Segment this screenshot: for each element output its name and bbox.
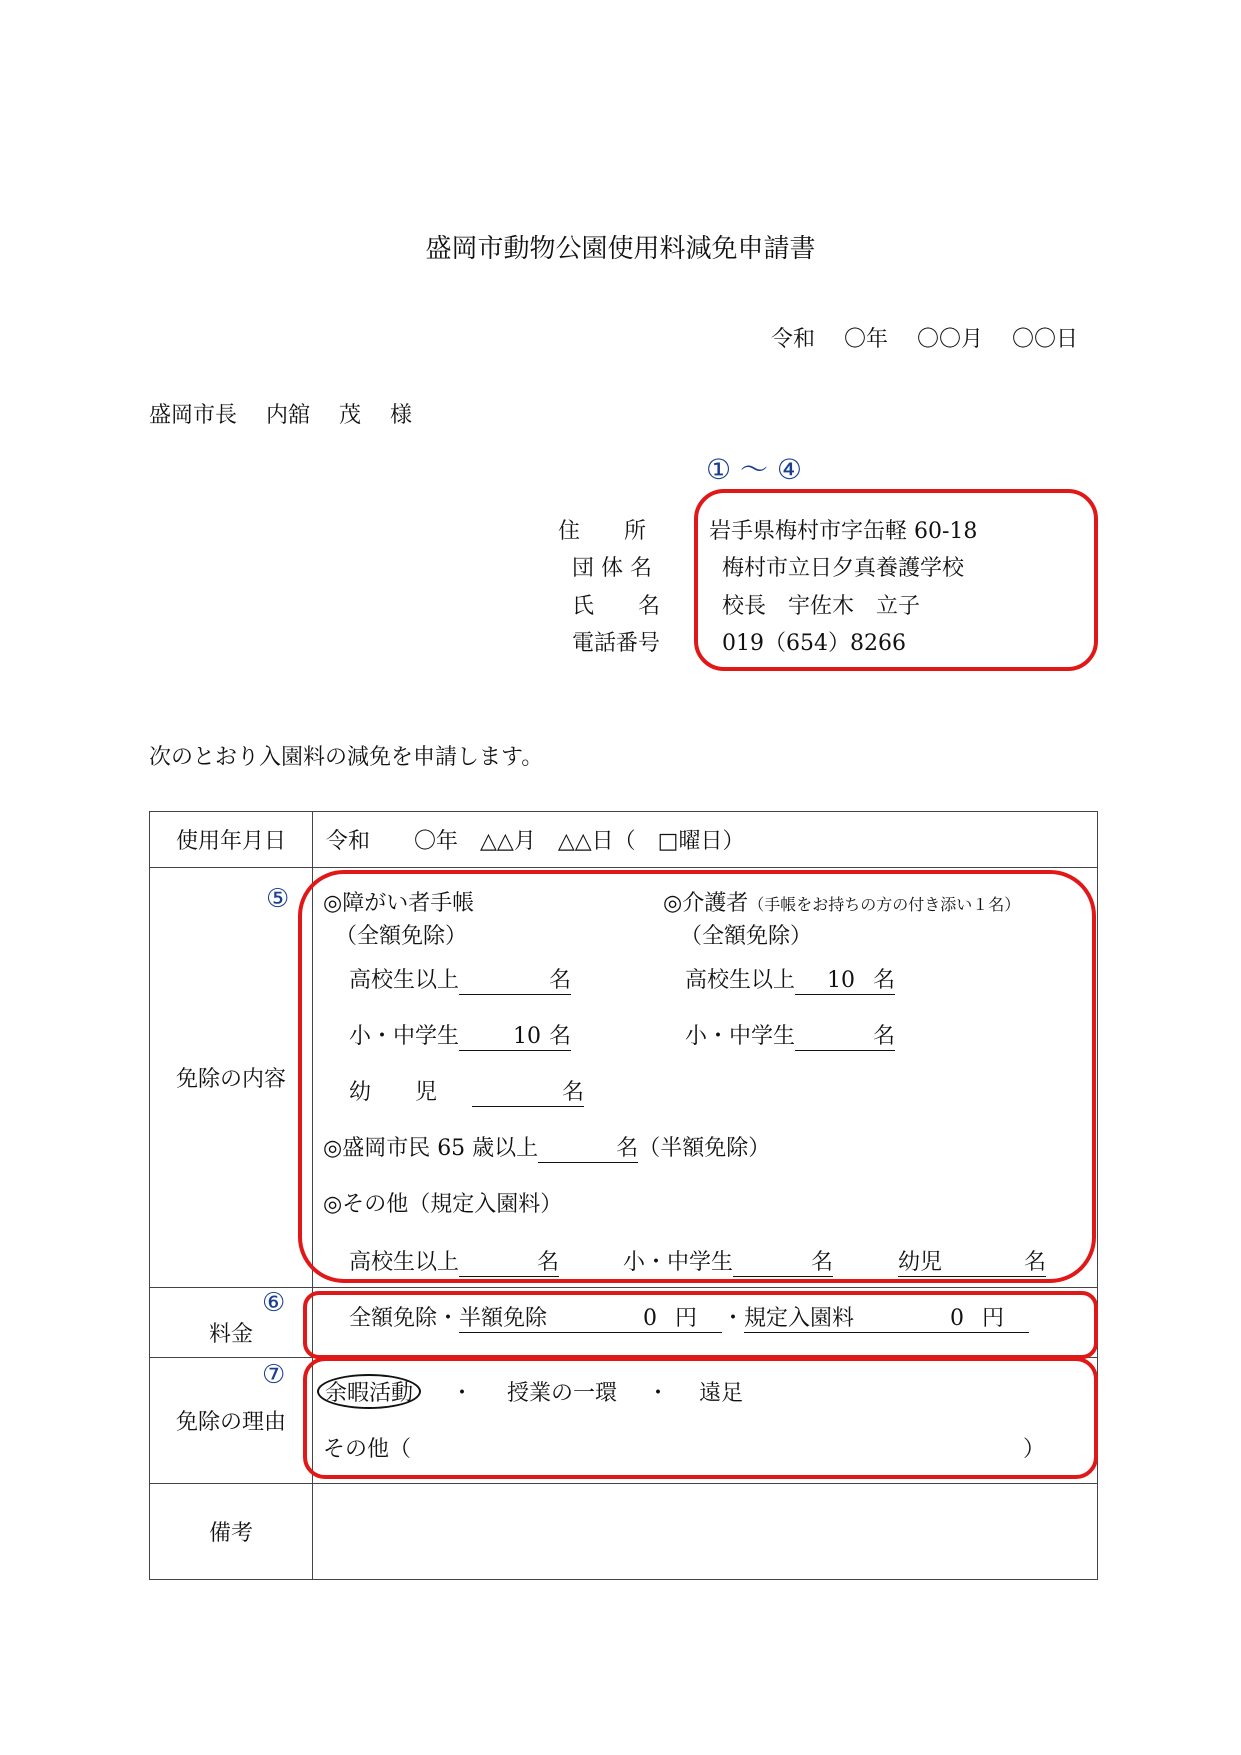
- fee-line: [349, 1301, 1029, 1333]
- fee-half-yen: 円: [675, 1306, 698, 1331]
- disability-infant-row: [349, 1075, 584, 1107]
- marker-6: ⑥: [262, 1288, 286, 1318]
- disability-high-row: [349, 963, 571, 995]
- fee-regular-field[interactable]: [744, 1301, 1029, 1333]
- marker-7: ⑦: [262, 1360, 286, 1390]
- addressee-surname: 内舘: [266, 403, 311, 428]
- use-date-label: 使用年月日: [150, 812, 313, 868]
- reason-options-line: [317, 1374, 743, 1409]
- other-junior-field[interactable]: [733, 1245, 833, 1277]
- name-label: 氏 名: [572, 594, 661, 619]
- page-title: 盛岡市動物公園使用料減免申請書: [425, 234, 816, 264]
- group-label: 団 体 名: [572, 556, 652, 581]
- addressee-given: 茂: [339, 403, 362, 428]
- disability-high-unit: 名: [549, 968, 572, 993]
- exemption-label-cell: [150, 868, 313, 1288]
- exemption-label: 免除の内容: [175, 1067, 286, 1092]
- carer-high-label: 高校生以上: [685, 968, 796, 993]
- other-junior-unit: 名: [811, 1250, 834, 1275]
- fee-label: 料金: [208, 1322, 253, 1347]
- addressee-position: 盛岡市長: [149, 403, 238, 428]
- citizen-unit: 名: [616, 1136, 639, 1161]
- citizen-note: （半額免除）: [638, 1136, 771, 1161]
- carer-high-field[interactable]: [795, 963, 895, 995]
- reason-label-cell: [150, 1358, 313, 1484]
- carer-high-row: [685, 963, 895, 995]
- citizen-label: ◎盛岡市民 65 歳以上: [323, 1136, 539, 1161]
- fee-sep: ・: [722, 1306, 745, 1331]
- reason-other[interactable]: その他（: [323, 1437, 412, 1462]
- carer-high-unit: 名: [873, 968, 896, 993]
- name-value: 校長 宇佐木 立子: [722, 594, 921, 619]
- reason-option-lesson[interactable]: 授業の一環: [507, 1381, 618, 1406]
- carer-junior-unit: 名: [873, 1024, 896, 1049]
- remarks-label: 備考: [150, 1484, 313, 1580]
- remarks-field: [313, 1484, 1098, 1580]
- disability-infant-label: 幼 児: [349, 1080, 438, 1105]
- disability-high-label: 高校生以上: [349, 968, 460, 993]
- address-value: 岩手県梅村市字缶軽 60-18: [709, 519, 978, 544]
- disability-title: ◎障がい者手帳: [323, 891, 475, 916]
- reason-option-excursion[interactable]: 遠足: [699, 1381, 744, 1406]
- reason-dot-2: ・: [647, 1381, 670, 1406]
- other-junior-row: [623, 1245, 833, 1277]
- carer-junior-label: 小・中学生: [685, 1024, 796, 1049]
- fee-label-cell: [150, 1288, 313, 1358]
- other-title: ◎その他（規定入園料）: [323, 1192, 563, 1217]
- disability-infant-unit: 名: [561, 1080, 584, 1105]
- carer-junior-field[interactable]: [795, 1019, 895, 1051]
- date-day: 〇〇日: [1012, 327, 1079, 352]
- addressee-honorific: 様: [390, 403, 413, 428]
- disability-junior-count: 10: [513, 1024, 541, 1049]
- fee-half-label: 半額免除: [459, 1306, 548, 1331]
- citizen-field[interactable]: [538, 1131, 638, 1163]
- other-infant-row[interactable]: [898, 1245, 1046, 1277]
- fee-regular-amount: 0: [950, 1306, 965, 1331]
- reason-dot-1: ・: [451, 1381, 474, 1406]
- date-year: 〇年: [844, 327, 889, 352]
- disability-infant-field[interactable]: [472, 1075, 584, 1107]
- fee-half-field[interactable]: [459, 1301, 722, 1333]
- citizen-row: [323, 1131, 770, 1163]
- phone-value: 019（654）8266: [722, 631, 906, 656]
- fee-regular-yen: 円: [982, 1306, 1005, 1331]
- other-high-field[interactable]: [459, 1245, 559, 1277]
- carer-title-line: [663, 886, 1020, 917]
- address-label: 住 所: [558, 519, 647, 544]
- carer-paren: （手帳をお持ちの方の付き添い１名）: [748, 895, 1021, 914]
- reason-option-leisure[interactable]: 余暇活動: [317, 1374, 421, 1409]
- disability-junior-unit: 名: [549, 1024, 572, 1049]
- other-junior-label: 小・中学生: [623, 1250, 734, 1275]
- date-era: 令和: [771, 327, 816, 352]
- intro-text: 次のとおり入園料の減免を申請します。: [149, 745, 544, 770]
- disability-note: （全額免除）: [335, 924, 468, 949]
- disability-high-field[interactable]: [459, 963, 571, 995]
- other-high-label: 高校生以上: [349, 1250, 460, 1275]
- date-line: [771, 322, 1078, 353]
- date-month: 〇〇月: [917, 327, 984, 352]
- fee-regular-label: 規定入園料: [744, 1306, 855, 1331]
- reason-label: 免除の理由: [175, 1410, 286, 1435]
- addressee: [149, 398, 412, 429]
- phone-label: 電話番号: [572, 631, 661, 656]
- reason-other-close: ）: [1023, 1437, 1046, 1462]
- fee-prefix: 全額免除・: [349, 1306, 460, 1331]
- carer-junior-row: [685, 1019, 895, 1051]
- disability-junior-row: [349, 1019, 571, 1051]
- annotation-range-marker: ① ～ ④: [706, 453, 803, 486]
- carer-note: （全額免除）: [680, 924, 813, 949]
- disability-junior-field[interactable]: [459, 1019, 571, 1051]
- fee-half-amount: 0: [643, 1306, 658, 1331]
- other-infant-unit: 名: [1023, 1250, 1046, 1275]
- use-date-value: 令和 〇年 △△月 △△日（ □曜日）: [313, 812, 1098, 868]
- other-high-row: [349, 1245, 559, 1277]
- marker-5: ⑤: [266, 884, 290, 914]
- other-infant-label: 幼児: [898, 1250, 943, 1275]
- other-high-unit: 名: [537, 1250, 560, 1275]
- disability-junior-label: 小・中学生: [349, 1024, 460, 1049]
- carer-high-count: 10: [827, 968, 855, 993]
- group-value: 梅村市立日夕真養護学校: [722, 556, 965, 581]
- carer-title: ◎介護者: [663, 891, 749, 916]
